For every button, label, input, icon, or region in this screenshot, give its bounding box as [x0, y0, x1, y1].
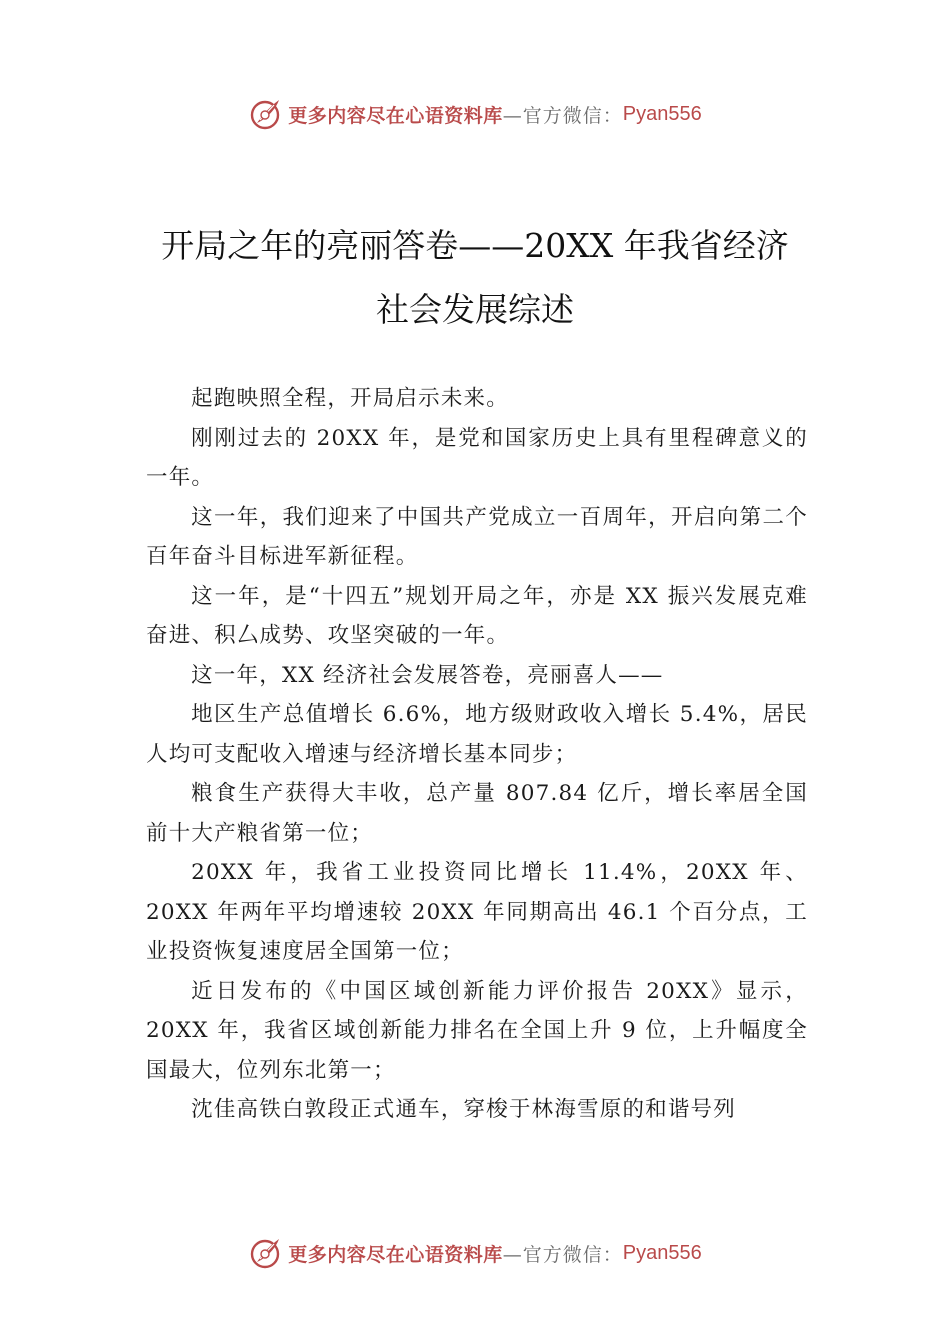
body-paragraph: 20XX 年，我省工业投资同比增长 11.4%，20XX 年、20XX 年两年平均增速较 20XX 年同期高出 46.1 个百分点，工业投资恢复速度居全国第一位；: [146, 860, 808, 964]
watermark-banner-top: [0, 92, 950, 136]
watermark-banner-bottom: [0, 1231, 950, 1275]
document-title: [140, 214, 810, 342]
watermark-wechat-id: Pyan556: [622, 1241, 702, 1264]
body-paragraph: 沈佳高铁白敦段正式通车，穿梭于林海雪原的和谐号列: [191, 1097, 736, 1122]
watermark-main-text: 更多内容尽在心语资料库: [288, 104, 503, 127]
feather-pen-circle-icon: [248, 1235, 284, 1271]
body-paragraph: 刚刚过去的 20XX 年，是党和国家历史上具有里程碑意义的一年。: [146, 425, 808, 490]
body-paragraph: 这一年，是“十四五”规划开局之年，亦是 XX 振兴发展克难奋进、积厶成势、攻坚突破的一年。: [146, 583, 808, 648]
body-paragraph: 粮食生产获得大丰收，总产量 807.84 亿斤，增长率居全国前十大产粮省第一位；: [146, 781, 808, 846]
document-title-line-2: 社会发展综述: [376, 290, 574, 329]
watermark-separator-text: —官方微信：: [502, 104, 623, 127]
feather-pen-circle-icon: [248, 96, 284, 132]
body-paragraph: 近日发布的《中国区域创新能力评价报告 20XX》显示，20XX 年，我省区域创新能力排名在全国上升 9 位，上升幅度全国最大，位列东北第一；: [146, 978, 808, 1083]
watermark-wechat-id: Pyan556: [622, 102, 702, 125]
body-paragraph: 地区生产总值增长 6.6%，地方级财政收入增长 5.4%，居民人均可支配收入增速与经济增长基本同步；: [146, 702, 808, 767]
body-paragraph: 起跑映照全程，开局启示未来。: [191, 386, 509, 411]
body-paragraph: 这一年，XX 经济社会发展答卷，亮丽喜人——: [191, 662, 664, 688]
document-body: [146, 379, 808, 1130]
watermark-main-text: 更多内容尽在心语资料库: [288, 1243, 503, 1266]
body-paragraph: 这一年，我们迎来了中国共产党成立一百周年，开启向第二个百年奋斗目标进军新征程。: [146, 504, 808, 569]
watermark-separator-text: —官方微信：: [502, 1243, 623, 1266]
document-title-line-1: 开局之年的亮丽答卷——20XX 年我省经济: [161, 226, 789, 265]
